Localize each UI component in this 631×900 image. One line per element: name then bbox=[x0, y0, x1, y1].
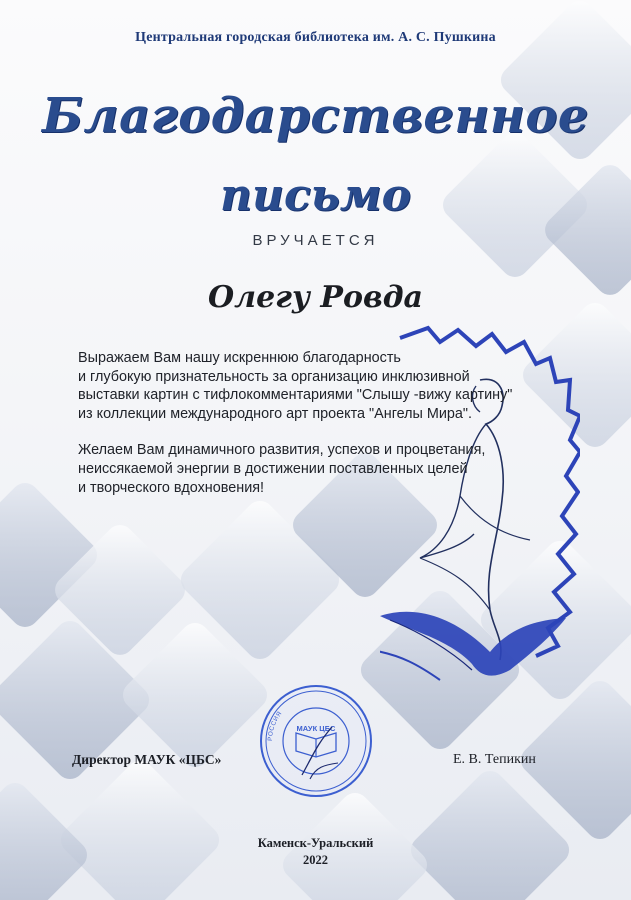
library-name: Центральная городская библиотека им. А. С. Пушкина bbox=[135, 30, 496, 45]
stamp-ring-text: РОССИЯ bbox=[266, 710, 284, 742]
body-text bbox=[78, 349, 548, 497]
body-line: из коллекции международного арт проекта "Ангелы Мира". bbox=[78, 405, 473, 422]
footer-city: Каменск-Уральский bbox=[257, 836, 374, 850]
body-line: Выражаем Вам нашу искреннюю благодарность bbox=[78, 350, 401, 366]
official-stamp bbox=[258, 683, 374, 799]
recipient-name: Олегу Ровда bbox=[207, 280, 423, 315]
body-line: Желаем Вам динамичного развития, успехов и процветания, bbox=[78, 442, 486, 459]
stamp-center-text: МАУК ЦБС bbox=[296, 724, 336, 733]
body-line: выставки картин с тифлокомментариями "Слышу -вижу картину" bbox=[78, 387, 513, 404]
body-line: и творческого вдохновения! bbox=[78, 479, 265, 496]
footer-year: 2022 bbox=[303, 853, 328, 867]
signature-title: Директор МАУК «ЦБС» bbox=[72, 752, 222, 767]
subtitle: ВРУЧАЕТСЯ bbox=[252, 232, 379, 249]
signatory-name: Е. В. Тепикин bbox=[453, 752, 536, 767]
body-line: неиссякаемой энергии в достижении поставленных целей bbox=[78, 460, 468, 477]
paragraph-gap bbox=[78, 423, 548, 441]
certificate-title-line2: письмо bbox=[220, 170, 411, 221]
body-line: и глубокую признательность за организацию инклюзивной bbox=[78, 368, 470, 385]
certificate-title-line1: Благодарственное bbox=[42, 88, 589, 144]
